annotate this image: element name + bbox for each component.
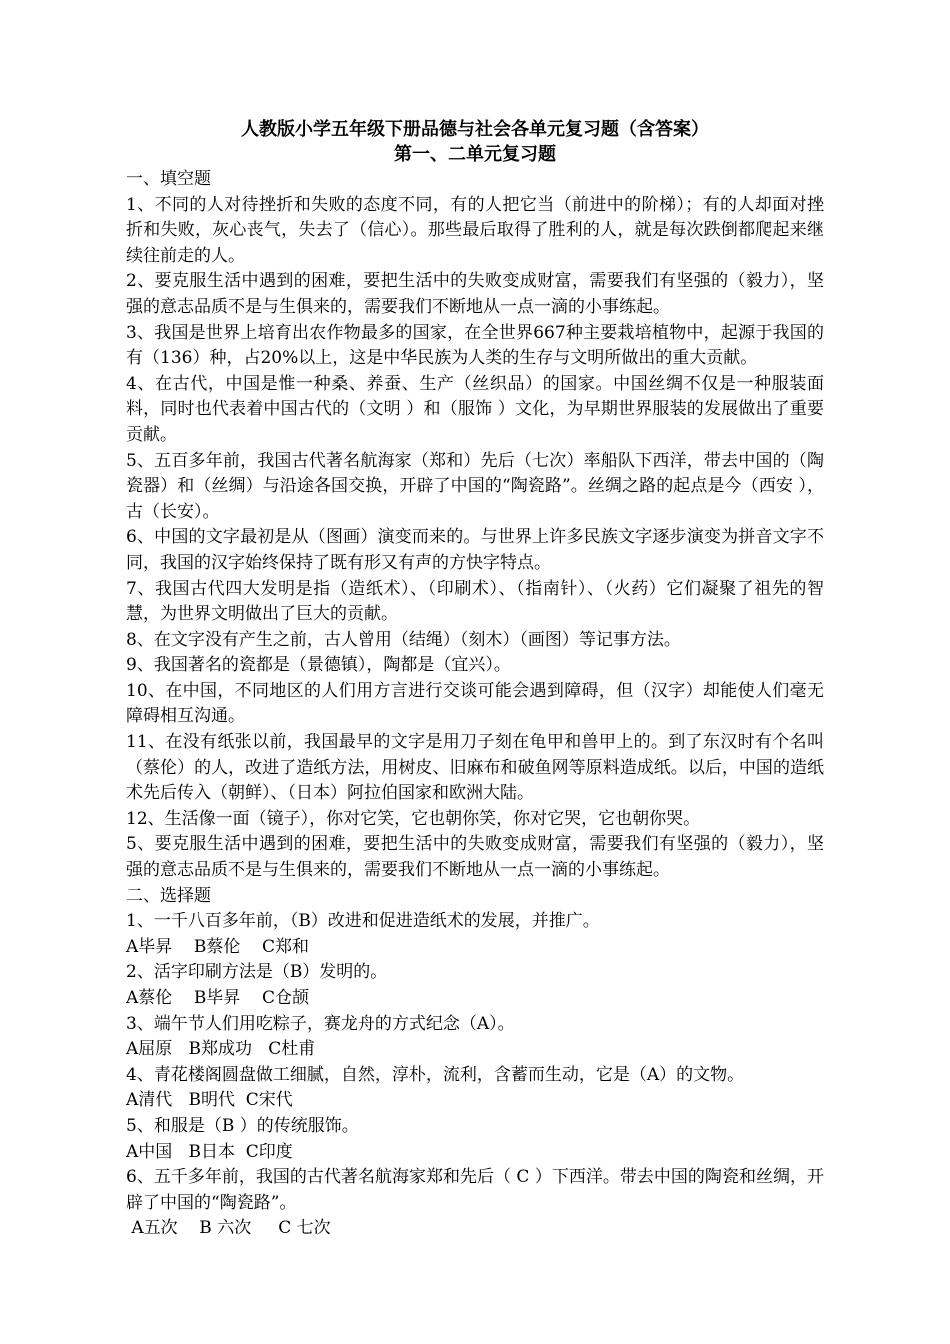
fill-in-item: 5、五百多年前，我国古代著名航海家（郑和）先后（七次）率船队下西洋，带去中国的（陶瓷器）和（丝绸）与沿途各国交换，开辟了中国的“陶瓷路”。丝绸之路的起点是今（西安 ），古（长安）。: [126, 450, 824, 522]
section-heading-multiple-choice: 二、选择题: [126, 885, 211, 906]
fill-in-item: 8、在文字没有产生之前，古人曾用（结绳）（刻木）（画图）等记事方法。: [126, 629, 681, 650]
choice-question: 1、一千八百多年前，（B）改进和促进造纸术的发展，并推广。: [126, 911, 600, 932]
choice-options: A屈原 B郑成功 C杜甫: [126, 1039, 316, 1060]
fill-in-item: 9、我国著名的瓷都是（景德镇），陶都是（宜兴）。: [126, 655, 511, 676]
fill-in-item: 6、中国的文字最初是从（图画）演变而来的。与世界上许多民族文字逐步演变为拼音文字不同，我国的汉字始终保持了既有形又有声的方快字特点。: [126, 527, 824, 573]
document-subtitle: 第一、二单元复习题: [394, 144, 556, 165]
choice-options: A中国 B日本 C印度: [126, 1141, 293, 1162]
choice-options: A五次 B 六次 C 七次: [126, 1218, 331, 1239]
choice-options: A毕昇 B蔡伦 C郑和: [126, 936, 310, 957]
choice-options: A清代 B明代 C宋代: [126, 1090, 293, 1111]
choice-question: 5、和服是（B ）的传统服饰。: [126, 1115, 359, 1136]
fill-in-item: 1、不同的人对待挫折和失败的态度不同，有的人把它当（前进中的阶梯）；有的人却面对挫折和失败，灰心丧气，失去了（信心）。那些最后取得了胜利的人，就是每次跌倒都爬起来继续往前走的人。: [126, 194, 824, 266]
fill-in-item: 5、要克服生活中遇到的困难，要把生活中的失败变成财富，需要我们有坚强的（毅力），坚强的意志品质不是与生俱来的，需要我们不断地从一点一滴的小事练起。: [126, 834, 824, 881]
fill-in-item: 11、在没有纸张以前，我国最早的文字是用刀子刻在龟甲和兽甲上的。到了东汉时有个名叫（蔡伦）的人，改进了造纸方法，用树皮、旧麻布和破鱼网等原料造成纸。以后，中国的造纸术先后传入（朝鲜）、（日本）阿拉伯国家和欧洲大陆。: [126, 732, 824, 804]
choice-options: A蔡伦 B毕昇 C仓颉: [126, 988, 310, 1008]
document-title: 人教版小学五年级下册品德与社会各单元复习题（含答案）: [241, 119, 709, 140]
fill-in-item: 12、生活像一面（镜子），你对它笑，它也朝你笑，你对它哭，它也朝你哭。: [126, 808, 701, 829]
choice-question: 3、端午节人们用吃粽子，赛龙舟的方式纪念（A）。: [126, 1013, 515, 1034]
choice-question: 4、青花楼阁圆盘做工细腻，自然，淳朴，流利，含蓄而生动，它是（A）的文物。: [126, 1064, 745, 1085]
document-body: [126, 167, 824, 1242]
section-heading-fill-in: 一、填空题: [126, 169, 211, 189]
fill-in-item: 10、在中国，不同地区的人们用方言进行交谈可能会遇到障碍，但（汉字）却能使人们毫无障碍相互沟通。: [126, 680, 824, 727]
fill-in-item: 2、要克服生活中遇到的困难，要把生活中的失败变成财富，需要我们有坚强的（毅力），坚强的意志品质不是与生俱来的，需要我们不断地从一点一滴的小事练起。: [126, 271, 824, 317]
fill-in-item: 4、在古代，中国是惟一种桑、养蚕、生产（丝织品）的国家。中国丝绸不仅是一种服装面料，同时也代表着中国古代的（文明 ）和（服饰 ）文化，为早期世界服装的发展做出了重要贡献。: [126, 373, 824, 445]
fill-in-item: 7、我国古代四大发明是指（造纸术）、（印刷术）、（指南针）、（火药）它们凝聚了祖先的智慧，为世界文明做出了巨大的贡献。: [126, 578, 824, 625]
choice-question: 6、五千多年前，我国的古代著名航海家郑和先后（ C ）下西洋。带去中国的陶瓷和丝绸，开辟了中国的“陶瓷路”。: [126, 1167, 824, 1213]
fill-in-item: 3、我国是世界上培育出农作物最多的国家，在全世界667种主要栽培植物中，起源于我国的有（136）种，占20%以上，这是中华民族为人类的生存与文明所做出的重大贡献。: [126, 322, 824, 369]
choice-question: 2、活字印刷方法是（B）发明的。: [126, 962, 388, 983]
